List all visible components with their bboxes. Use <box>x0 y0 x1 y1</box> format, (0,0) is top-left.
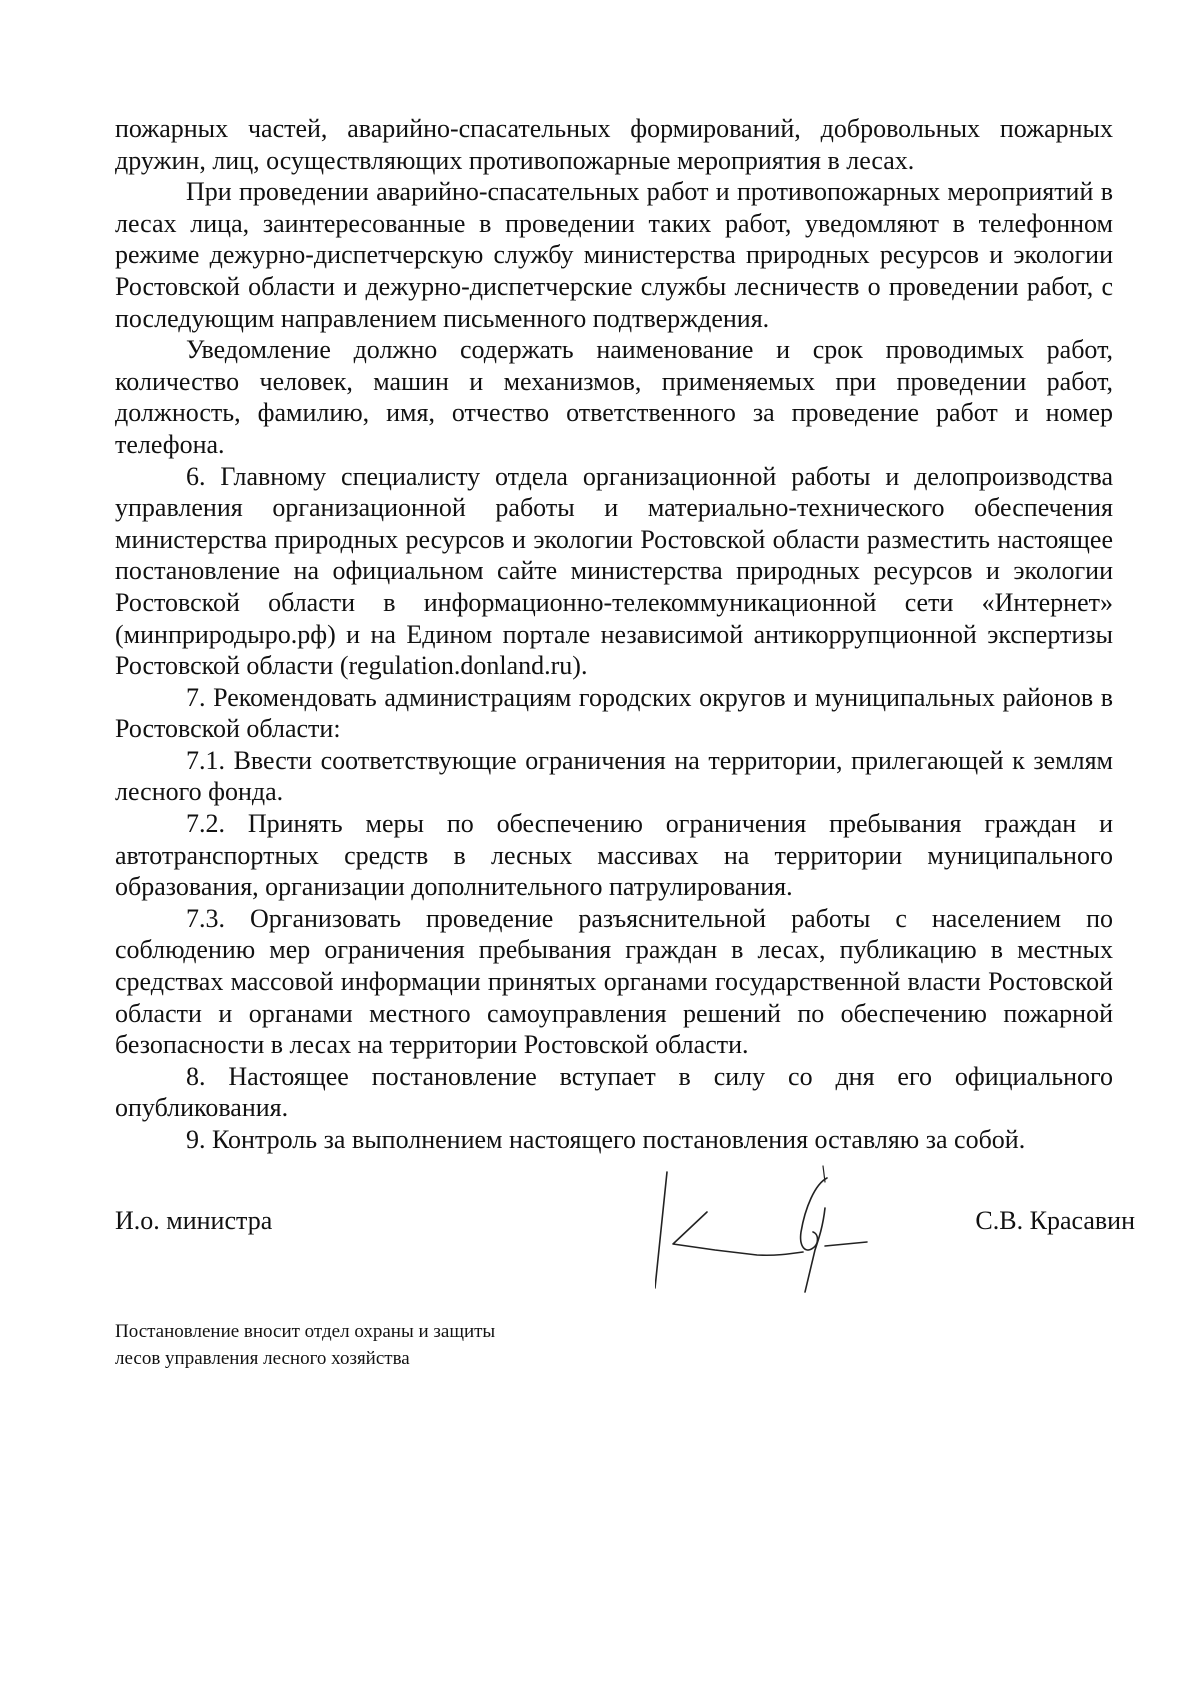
paragraph: При проведении аварийно-спасательных работ и противопожарных мероприятий в лесах лица, заинтересованные в проведении таких работ, уведомляют в телефонном режиме дежурно-диспетчерскую службу министерства природных ресурсов и экологии Ростовской области и дежурно-диспетчерские службы лесничеств о проведении работ, с последующим направлением письменного подтверждения. <box>115 177 1113 333</box>
paragraph: 7.2. Принять меры по обеспечению ограничения пребывания граждан и автотранспортных средств в лесных массивах на территории муниципального образования, организации дополнительного патрулирования. <box>115 809 1113 902</box>
handwritten-signature <box>655 1160 905 1300</box>
signatory-title: И.о. министра <box>115 1206 273 1235</box>
paragraph: 8. Настоящее постановление вступает в силу со дня его официального опубликования. <box>115 1061 1113 1123</box>
paragraph: 6. Главному специалисту отдела организационной работы и делопроизводства управления организационной работы и материально-технического обеспечения министерства природных ресурсов и экологии Ростовской области разместить настоящее постановление на официальном сайте министерства природных ресурсов и экологии Ростовской области в информационно-телекоммуникационной сети «Интернет» (минприродыро.рф) и на Едином портале независимой антикоррупционной экспертизы Ростовской области (regulation.donland.ru). <box>115 461 1113 681</box>
document-body <box>115 113 1113 1156</box>
paragraph: 9. Контроль за выполнением настоящего постановления оставляю за собой. <box>186 1125 1026 1154</box>
paragraph: 7. Рекомендовать администрациям городских округов и муниципальных районов в Ростовской области: <box>115 682 1113 744</box>
footnote-line: лесов управления лесного хозяйства <box>115 1348 410 1369</box>
signatory-name: С.В. Красавин <box>975 1206 1135 1235</box>
footnote-line: Постановление вносит отдел охраны и защиты <box>115 1321 496 1342</box>
paragraph: 7.1. Ввести соответствующие ограничения на территории, прилегающей к землям лесного фонда. <box>115 745 1113 807</box>
paragraph: Уведомление должно содержать наименование и срок проводимых работ, количество человек, машин и механизмов, применяемых при проведении работ, должность, фамилию, имя, отчество ответственного за проведение работ и номер телефона. <box>115 335 1113 459</box>
paragraph: 7.3. Организовать проведение разъяснительной работы с населением по соблюдению мер ограничения пребывания граждан в лесах, публикацию в местных средствах массовой информации принятых органами государственной власти Ростовской области и органами местного самоуправления решений по обеспечению пожарной безопасности в лесах на территории Ростовской области. <box>115 903 1113 1060</box>
signature-block <box>115 1205 1135 1245</box>
footnote <box>115 1318 675 1372</box>
paragraph: пожарных частей, аварийно-спасательных формирований, добровольных пожарных дружин, лиц, осуществляющих противопожарные мероприятия в лесах. <box>115 114 1113 175</box>
